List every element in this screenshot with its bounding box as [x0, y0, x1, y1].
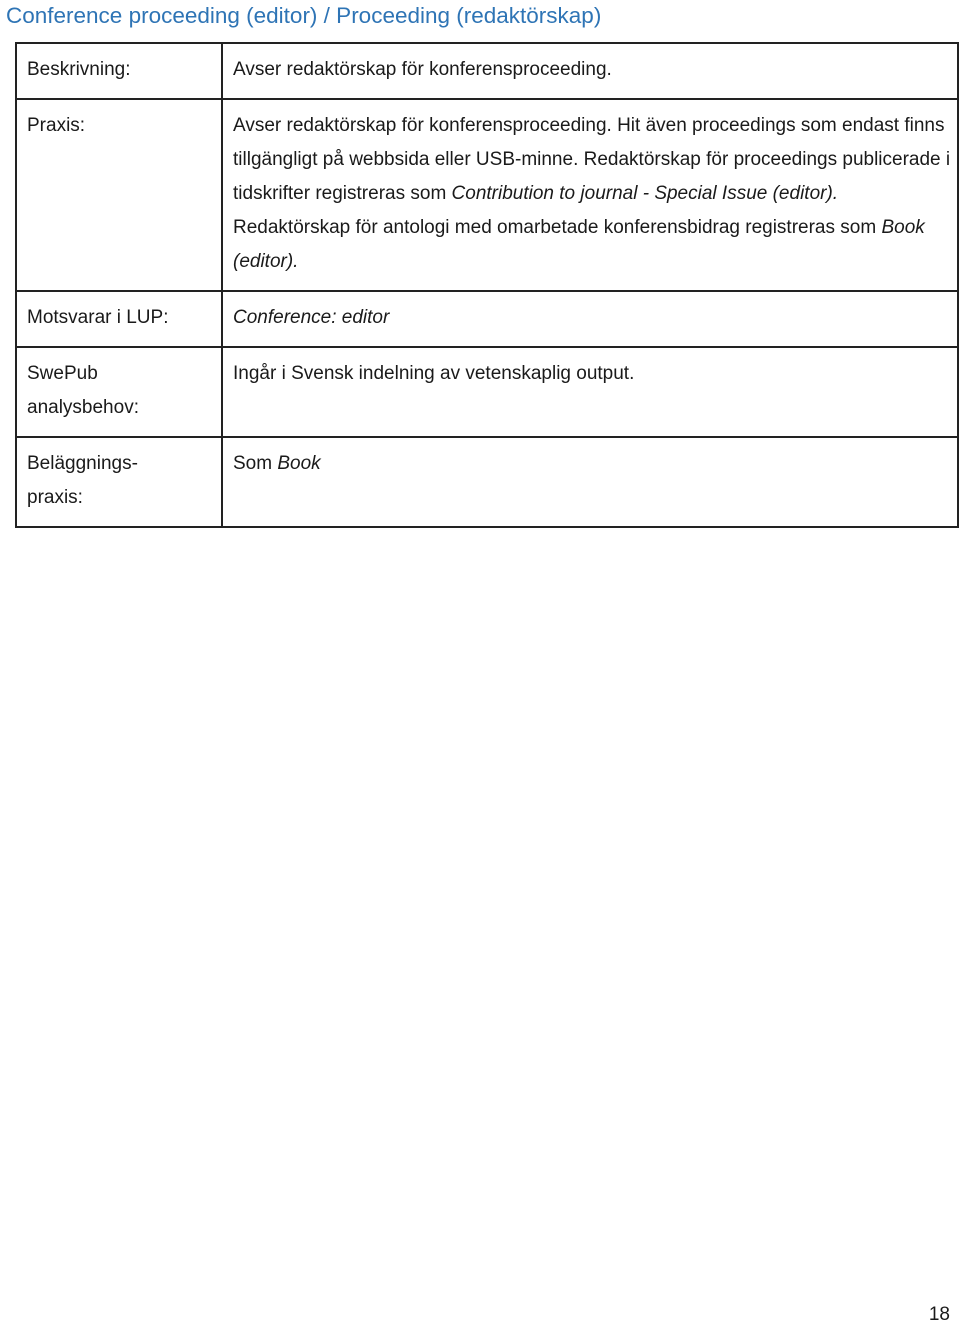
- table-row-lup: [16, 291, 958, 347]
- row-label-belaggning: [16, 437, 222, 527]
- row-label-lup: Motsvarar i LUP:: [16, 291, 222, 347]
- table-row-beskrivning: [16, 43, 958, 99]
- belaggning-text-italic: Book: [277, 453, 321, 474]
- swepub-label-line-2: analysbehov:: [27, 397, 139, 418]
- row-value-belaggning: [222, 437, 958, 527]
- table-row-praxis: [16, 99, 958, 291]
- table-row-swepub: [16, 347, 958, 437]
- belaggning-label-line-1: Beläggnings-: [27, 453, 138, 474]
- row-value-swepub: Ingår i Svensk indelning av vetenskaplig output.: [222, 347, 958, 437]
- praxis-text-part-2: Redaktörskap för antologi med omarbetade konferensbidrag registreras som: [233, 217, 882, 238]
- page-number: 18: [928, 1304, 950, 1325]
- belaggning-text-prefix: Som: [233, 453, 278, 474]
- row-label-beskrivning: Beskrivning:: [16, 43, 222, 99]
- praxis-text-part-1: Avser redaktörskap för konferensproceeding. Hit även proceedings som endast finns tillgängligt på webbsida eller USB-minne. Redaktörskap för proceedings publicerade i tidskrifter registreras som: [233, 115, 951, 204]
- praxis-italic-part-2: Book (editor).: [233, 217, 925, 272]
- row-value-beskrivning: Avser redaktörskap för konferensproceeding.: [222, 43, 958, 99]
- table-row-belaggning: [16, 437, 958, 527]
- row-value-praxis: [222, 99, 958, 291]
- belaggning-label-line-2: praxis:: [27, 487, 83, 508]
- page-heading: Conference proceeding (editor) / Proceeding (redaktörskap): [6, 3, 602, 28]
- row-label-praxis: Praxis:: [16, 99, 222, 291]
- swepub-label-line-1: SwePub: [27, 363, 98, 384]
- praxis-italic-part-1: Contribution to journal - Special Issue (editor).: [451, 183, 839, 204]
- row-value-lup: Conference: editor: [222, 291, 958, 347]
- row-label-swepub: [16, 347, 222, 437]
- definition-table: [15, 42, 959, 528]
